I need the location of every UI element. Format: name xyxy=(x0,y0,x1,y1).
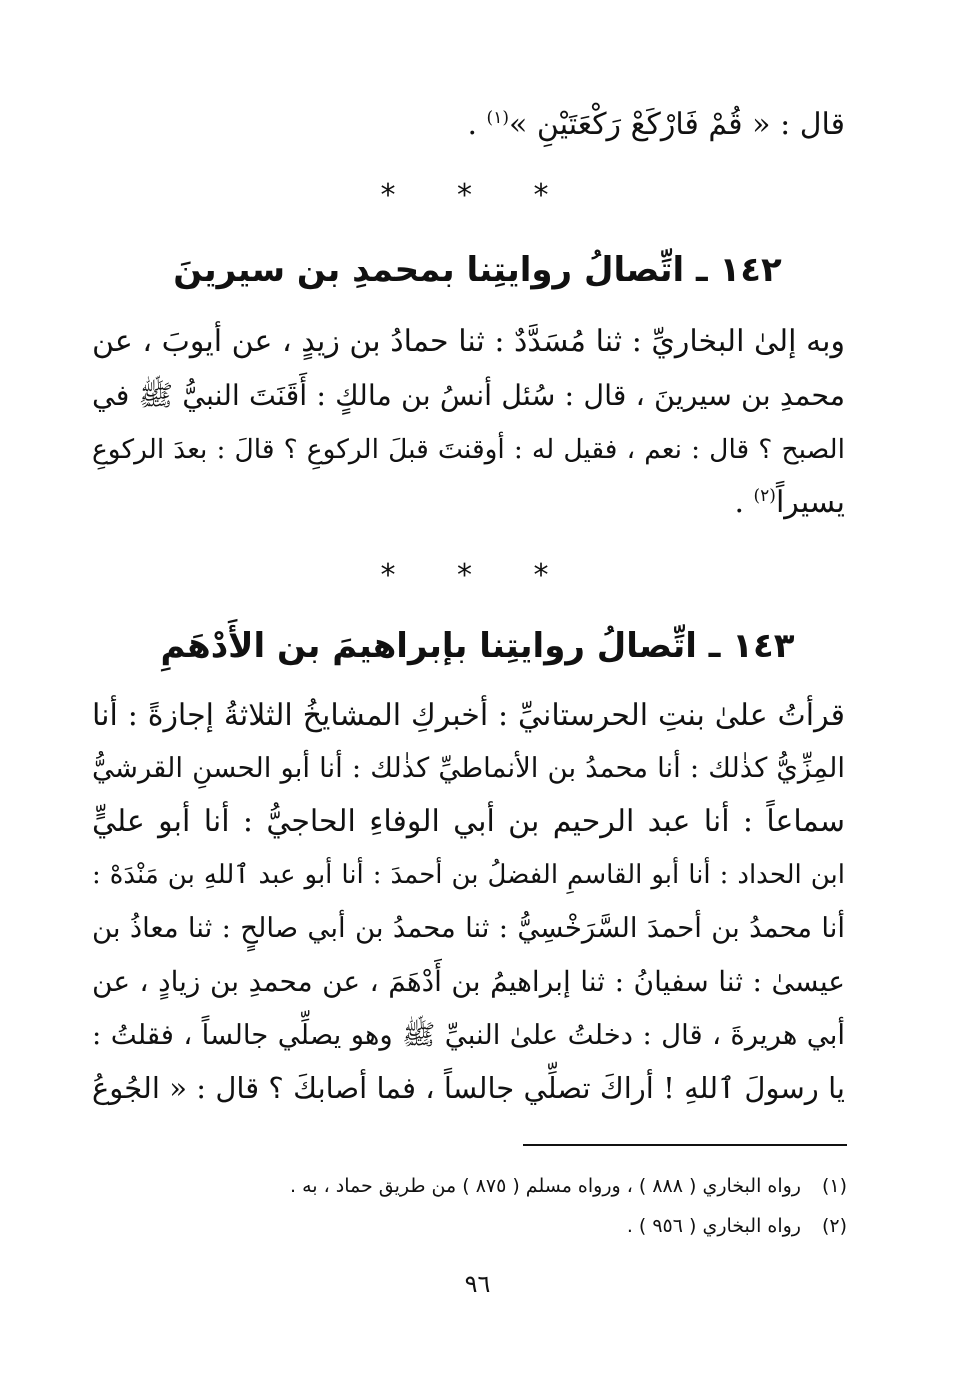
footnote-2-number: (٢) xyxy=(821,1215,847,1237)
footnote-rule xyxy=(523,1144,847,1146)
section-143-line-5: أنا محمدُ بن أحمدَ السَّرَخْسِيُّ : ثنا محمدُ بن أبي صالحٍ : ثنا معاذُ بن xyxy=(92,912,845,944)
footnote-ref-2: (٢) xyxy=(753,486,776,506)
section-heading-142: ١٤٢ ـ اتِّصالُ روايتِنا بمحمدِ بن سيرينَ xyxy=(173,250,782,290)
section-143-line-4: ابن الحداد : أنا أبو القاسمِ الفضلُ بن أحمدَ : أنا أبو عبد ٱللهِ بن مَنْدَهْ : xyxy=(92,860,845,890)
footnote-2 xyxy=(627,1212,847,1240)
footnote-2-text: رواه البخاري ( ٩٥٦ ) . xyxy=(626,1215,801,1237)
separator-stars: * * * xyxy=(380,558,575,593)
section-143-line-6: عيسىٰ : ثنا سفيانُ : ثنا إبراهيمُ بن أَدْهَمَ ، عن محمدِ بن زيادٍ ، عن xyxy=(92,965,845,998)
section-142-line-2: محمدِ بن سيرينَ ، قال : سُئل أنسُ بن مالكٍ : أَقَنَتَ النبيُّ ﷺ في xyxy=(92,379,845,412)
section-143-line-2: المِزِّيُّ كذٰلك : أنا محمدُ بن الأنماطيِّ كذٰلك : أنا أبو الحسنِ القرشيُّ xyxy=(92,752,845,784)
section-143-line-3: سماعاً : أنا عبد الرحيم بن أبي الوفاءِ الحاجيُّ : أنا أبو عليٍّ xyxy=(92,804,845,839)
footnote-ref-1: (١) xyxy=(486,108,509,128)
section-heading-143: ١٤٣ ـ اتِّصالُ روايتِنا بإبراهيمَ بن الأَدْهَمِ xyxy=(160,626,795,666)
section-142-last-text: يسيراً xyxy=(775,485,845,520)
section-142-line-3: الصبح ؟ قال : نعم ، فقيل له : أوقنتَ قبلَ الركوعِ ؟ قالَ : بعدَ الركوعِ xyxy=(92,434,845,465)
footnote-1 xyxy=(290,1172,847,1200)
top-line-text: قال : « قُمْ فَارْكَعْ رَكْعَتَيْنِ » xyxy=(508,107,845,142)
page-number: ٩٦ xyxy=(464,1270,491,1298)
section-143-line-7: أبي هريرةَ ، قال : دخلتُ علىٰ النبيِّ ﷺ وهو يصلِّي جالساً ، فقلتُ : xyxy=(92,1019,845,1051)
section-142-line-4 xyxy=(92,476,845,523)
top-line xyxy=(92,98,845,145)
footnote-1-text: رواه البخاري ( ٨٨٨ ) ، ورواه مسلم ( ٨٧٥ ) من طريق حماد ، به . xyxy=(289,1175,801,1197)
section-142-last-end: . xyxy=(734,485,754,520)
footnote-1-number: (١) xyxy=(821,1175,847,1197)
section-142-line-1: وبه إلىٰ البخاريِّ : ثنا مُسَدَّدٌ : ثنا حمادُ بن زيدٍ ، عن أيوبَ ، عن xyxy=(92,324,845,359)
separator-stars: * * * xyxy=(380,178,575,213)
top-line-end: . xyxy=(467,107,487,142)
section-143-line-1: قرأتُ علىٰ بنتِ الحرستانيِّ : أخبركِ المشايخُ الثلاثةُ إجازةً : أنا xyxy=(92,698,845,733)
section-143-line-8: يا رسولَ ٱللهِ ! أراكَ تصلِّي جالساً ، فما أصابكَ ؟ قال : « الجُوعُ xyxy=(92,1071,845,1105)
